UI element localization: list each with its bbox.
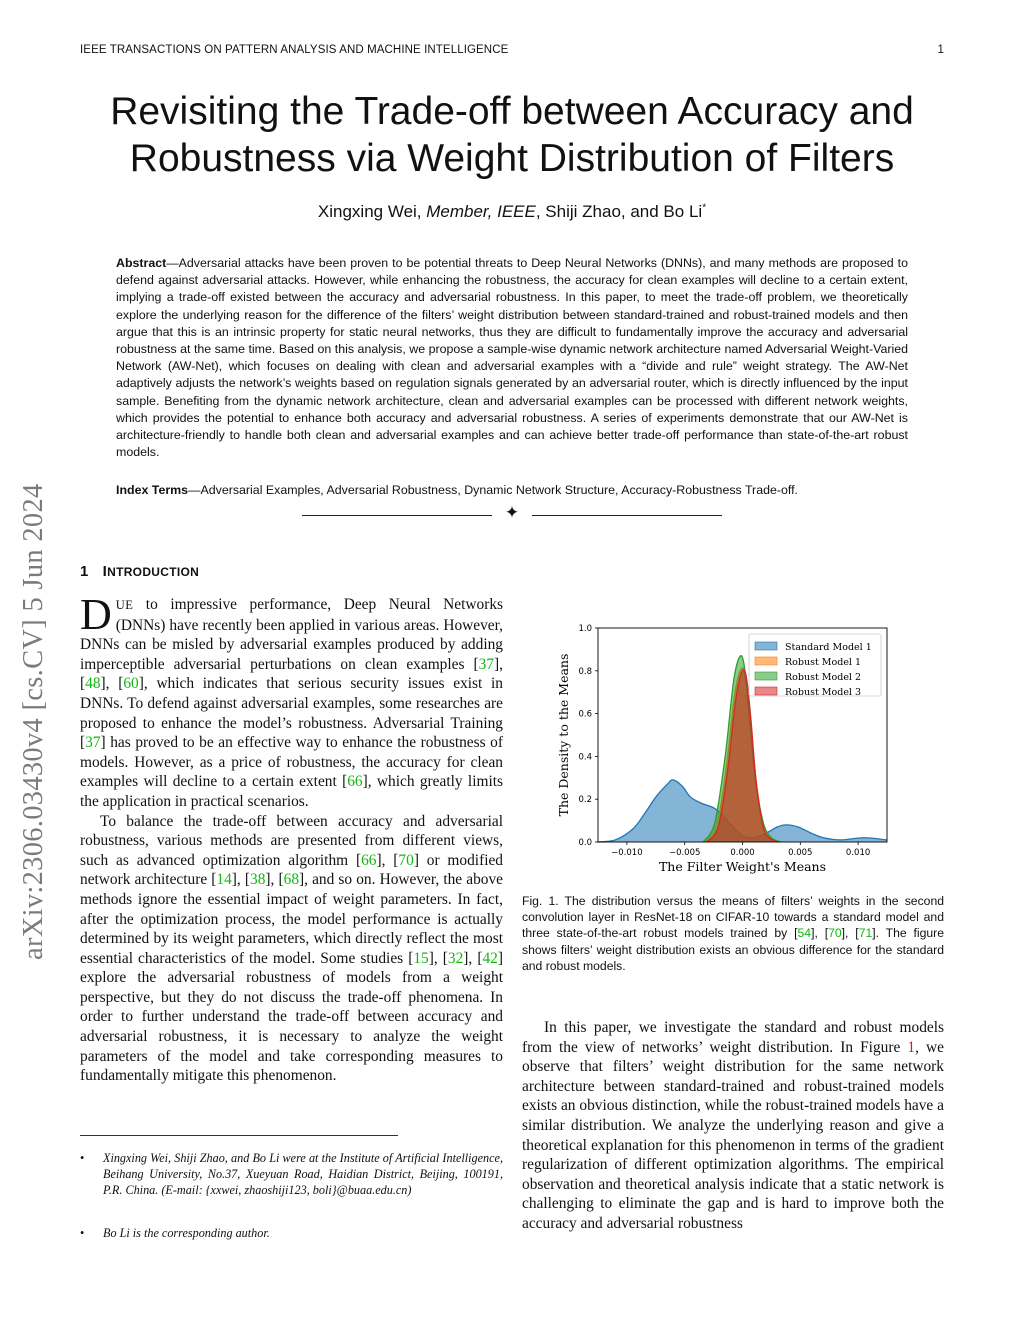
running-head (80, 44, 944, 56)
y-tick-label: 0.0 (578, 838, 592, 848)
section-heading (80, 563, 199, 580)
legend-label: Standard Model 1 (785, 642, 872, 653)
citation-separator: ], [ (80, 655, 503, 693)
footnote-corresponding (80, 1225, 503, 1241)
citation-separator: ], [ (811, 926, 829, 941)
intro-paragraph-1 (80, 590, 503, 812)
intro-text: ], which greatly limits the application in practical scenarios. (80, 773, 503, 810)
intro-text: to impressive performance, Deep Neural Networks (DNNs) have recently been applied in various areas. However, DNNs can be misled by adversarial examples produced by adding imperceptible adversarial perturbations on clean examples [ (80, 596, 503, 673)
legend-label: Robust Model 1 (785, 657, 862, 668)
footnote-bullet: • (80, 1151, 85, 1165)
legend-swatch (755, 642, 777, 650)
footnote-rule (80, 1135, 398, 1136)
citation-link[interactable]: 66 (361, 851, 377, 869)
author-membership: Member, IEEE (426, 202, 536, 221)
caption-text: ]. The figure shows filters’ weight distribution exists an obvious difference for the standard and robust models. (522, 926, 944, 973)
citation-separator: ], [ (841, 926, 859, 941)
x-tick-label: 0.010 (845, 848, 871, 858)
intro-paragraph-2 (80, 812, 503, 1086)
intro-text: ] or modified network architecture [ (80, 851, 503, 889)
author-line (60, 202, 964, 222)
y-tick-label: 0.6 (578, 709, 592, 720)
citation-separator: ], [ (231, 871, 251, 889)
caption-text: Fig. 1. The distribution versus the means of filters’ weights in the second convolution layer in ResNet-18 on CIFAR-10 towards a standard model and three state-of-the-art robust models trained by [ (522, 894, 944, 941)
corresponding-star: * (702, 202, 707, 214)
intro-text: ], and so on. However, the above methods ignore the essential impact of weight parameters. In fact, after the optimization process, the model performance is actually determined by its weight parameters, which directly reflect the most essential characteristics of the model. Some studies [ (80, 871, 503, 967)
y-tick-label: 0.2 (578, 795, 592, 806)
citation-link[interactable]: 54 (797, 926, 812, 941)
index-terms-text: —Adversarial Examples, Adversarial Robustness, Dynamic Network Structure, Accuracy-Robustness Trade-off. (188, 483, 798, 497)
x-tick-label: 0.000 (730, 848, 755, 858)
footnote-text: Xingxing Wei, Shiji Zhao, and Bo Li were at the Institute of Artificial Intelligence, Beihang University, No.37, Xueyuan Road, Haidian District, Beijing, 100191, P.R. China. (E-mail: {xxwei, zhaoshiji123, boli}@buaa.edu.cn) (103, 1151, 503, 1198)
abstract-text: —Adversarial attacks have been proven to be potential threats to Deep Neural Networks (DNNs), and many methods are proposed to defend against adversarial attacks. However, while enhancing the robustness, the accuracy for clean examples will decline to a certain extent, implying a trade-off existed between the accuracy and adversarial robustness. In this paper, to meet the trade-off problem, we theoretically explore the underlying reason for the difference of the filters’ weight distribution between standard-trained and robust-trained models and then argue that this is an intrinsic property for static neural networks, thus they are difficult to fundamentally improve the accuracy and adversarial robustness at the same time. Based on this analysis, we propose a sample-wise dynamic network architecture named Adversarial Weight-Varied Network (AW-Net), which focuses on dealing with clean and adversarial examples with a “divide and rule” weight strategy. The AW-Net adaptively adjusts the network’s weights based on regulation signals generated by an adversarial router, which is directly influenced by the input sample. Benefiting from the dynamic network architecture, clean and adversarial examples can be processed with different network weights, which provides the potential to enhance both accuracy and adversarial robustness. A series of experiments demonstrate that our AW-Net is architecture-friendly to handle both clean and adversarial examples and can achieve better trade-off performance than state-of-the-art robust models. (116, 256, 908, 460)
arxiv-identifier-stamp: arXiv:2306.03430v4 [cs.CV] 5 Jun 2024 (18, 483, 49, 960)
paper-title (60, 88, 964, 182)
x-tick-label: −0.010 (611, 848, 643, 858)
abstract-label: Abstract (116, 256, 167, 270)
citation-link[interactable]: 14 (216, 871, 232, 889)
citation-link[interactable]: 37 (478, 655, 495, 673)
left-column-body (80, 590, 503, 1086)
page-number: 1 (937, 44, 944, 56)
figure-1-density-chart (552, 618, 897, 880)
separator-rule-left (302, 515, 492, 516)
citation-link[interactable]: 66 (347, 773, 363, 791)
x-tick-label: −0.005 (668, 848, 701, 858)
citation-separator: ], [ (376, 851, 399, 869)
body-text: , we observe that filters’ weight distribution for the same network architecture between standard-trained and robust-trained models exists an obvious distinction, while the robust-trained models have a similar distribution. We analyze the underlying reason and give a theoretical explanation for this phenomenon in terms of the gradient regularization of different optimization algorithms. The empirical observation and theoretical analysis indicate that a static network is challenging to eliminate the gap and is hard to improve both the accuracy and adversarial robustness (522, 1038, 944, 1232)
citation-link[interactable]: 71 (858, 926, 873, 941)
footnote-text: Bo Li is the corresponding author. (103, 1226, 270, 1240)
footnote-affiliation (80, 1150, 503, 1199)
section-separator (302, 503, 722, 523)
body-text: In this paper, we investigate the standard and robust models from the view of networks’ weight distribution. In Figure (522, 1019, 944, 1056)
intro-text: ] has proved to be an effective way to enhance the robustness of models. However, as a price of robustness, the accuracy for clean examples will decline to a certain extent [ (80, 734, 503, 791)
intro-text: ], which indicates that serious security issues exist in DNNs. To defend against adversarial examples, some researches are proposed to enhance the model’s robustness. Adversarial Training [ (80, 675, 503, 752)
citation-link[interactable]: 32 (447, 949, 464, 967)
y-tick-label: 0.4 (578, 752, 592, 763)
index-terms (116, 482, 908, 499)
author-name-1: Xingxing Wei, (317, 202, 427, 221)
citation-link[interactable]: 37 (85, 734, 101, 752)
intro-text: To balance the trade-off between accuracy and adversarial robustness, various methods are presented from different views, such as advanced optimization algorithm [ (80, 812, 503, 869)
citation-separator: ], [ (428, 949, 448, 967)
drop-cap-small-caps: UE (115, 598, 134, 612)
section-title-initial: I (102, 563, 108, 580)
legend-swatch (755, 687, 777, 695)
journal-name: IEEE TRANSACTIONS ON PATTERN ANALYSIS AND MACHINE INTELLIGENCE (80, 44, 509, 56)
citation-separator: ], [ (265, 871, 284, 889)
abstract (116, 255, 908, 461)
figure-reference-link[interactable]: 1 (907, 1038, 916, 1056)
separator-rule-right (532, 515, 722, 516)
footnote-bullet: • (80, 1226, 85, 1240)
author-names-rest: , Shiji Zhao, and Bo Li (535, 202, 703, 221)
citation-link[interactable]: 70 (828, 926, 842, 941)
y-tick-label: 0.8 (578, 666, 592, 677)
title-line-2: Robustness via Weight Distribution of Filters (129, 137, 895, 180)
right-column-body (522, 1018, 944, 1234)
citation-separator: ], [ (100, 675, 124, 693)
index-terms-label: Index Terms (116, 483, 189, 497)
title-line-1: Revisiting the Trade-off between Accuracy and (110, 90, 914, 133)
intro-text: ] explore the adversarial robustness of models from a weight perspective, but they do not discuss the trade-off phenomena. In order to further understand the trade-off between accuracy and adversarial robustness, it is necessary to analyze the weight parameters of the model and take corresponding measures to fundamentally mitigate this phenomenon. (80, 949, 503, 1085)
legend-swatch (755, 672, 777, 680)
x-axis-label: The Filter Weight's Means (658, 859, 827, 874)
citation-link[interactable]: 42 (482, 949, 498, 967)
drop-cap: D (80, 590, 112, 639)
separator-glyph: ✦ (504, 503, 520, 522)
right-paragraph (522, 1018, 944, 1234)
citation-link[interactable]: 38 (250, 871, 266, 889)
citation-link[interactable]: 48 (85, 675, 101, 693)
legend-label: Robust Model 3 (785, 687, 862, 698)
citation-link[interactable]: 70 (398, 851, 414, 869)
section-number: 1 (80, 563, 89, 580)
citation-separator: ], [ (463, 949, 483, 967)
y-axis-label: The Density to the Means (556, 653, 571, 817)
x-tick-label: 0.005 (788, 848, 813, 858)
legend-swatch (755, 657, 777, 665)
y-tick-label: 1.0 (578, 624, 592, 634)
figure-1-caption (522, 893, 944, 974)
legend-label: Robust Model 2 (785, 672, 862, 683)
section-title-rest: NTRODUCTION (107, 565, 200, 579)
citation-link[interactable]: 68 (283, 871, 300, 889)
citation-link[interactable]: 60 (123, 675, 139, 693)
citation-link[interactable]: 15 (413, 949, 429, 967)
